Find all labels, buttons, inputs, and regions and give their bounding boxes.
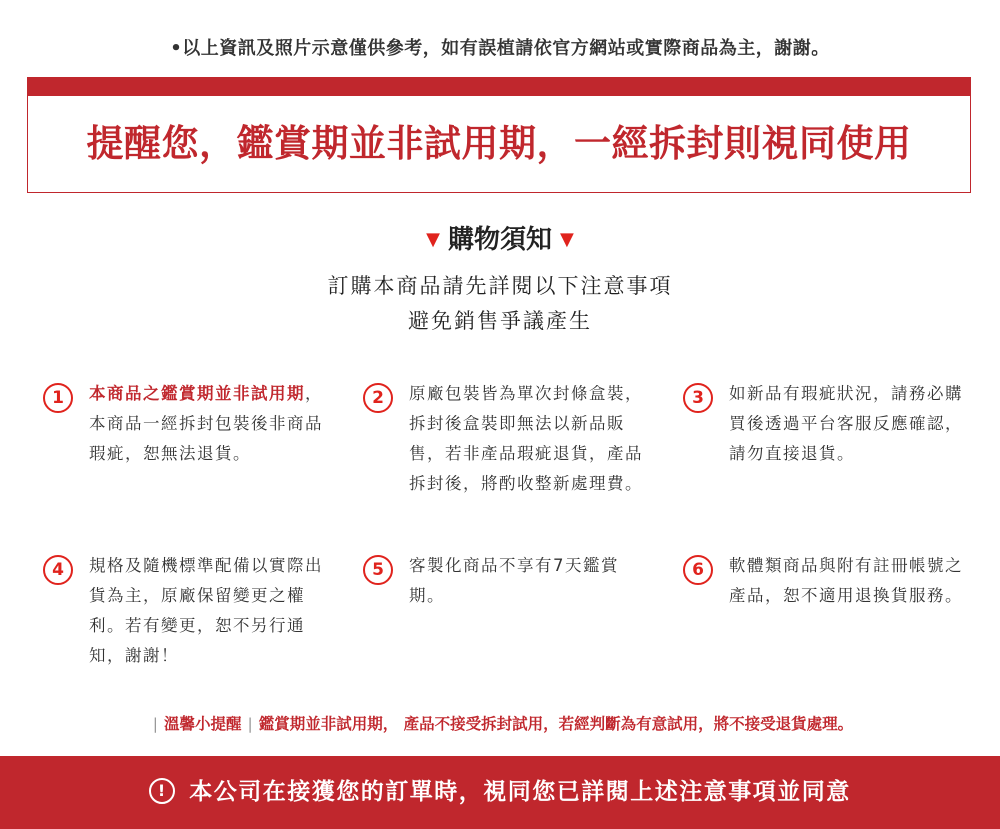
notice-text: 規格及隨機標準配備以實際出貨為主，原廠保留變更之權利。若有變更，恕不另行通知，謝謝！	[89, 556, 323, 665]
reminder-text: 提醒您，鑑賞期並非試用期，一經拆封則視同使用	[86, 122, 912, 165]
subtitle-line-1: 訂購本商品請先詳閱以下注意事項	[327, 274, 673, 298]
subtitle-line-2: 避免銷售爭議產生	[408, 309, 592, 333]
triangle-down-icon: ▼	[426, 229, 440, 250]
exclamation-icon: !	[149, 778, 175, 804]
warm-tip-text: 鑑賞期並非試用期， 產品不接受拆封試用，若經判斷為有意試用，將不接受退貨處理。	[258, 715, 854, 733]
reminder-banner	[27, 77, 971, 193]
notice-highlight: 本商品之鑑賞期並非試用期	[89, 384, 305, 403]
notice-text: 如新品有瑕疵狀況，請務必購買後透過平台客服反應確認，請勿直接退貨。	[729, 384, 963, 463]
footer-banner	[0, 756, 1000, 829]
warm-tip-label: 溫馨小提醒	[164, 715, 242, 733]
footer-text: 本公司在接獲您的訂單時，視同您已詳閱上述注意事項並同意	[189, 779, 851, 805]
section-title-text: 購物須知	[447, 225, 552, 255]
section-title	[0, 219, 1000, 256]
top-notice: •以上資訊及照片示意僅供參考，如有誤植請依官方網站或實際商品為主，謝謝。	[170, 38, 830, 59]
notice-body: ，本商品一經拆封包裝後非商品瑕疵，恕無法退貨。	[89, 384, 323, 463]
number-badge: 3	[683, 383, 713, 413]
number-badge: 4	[43, 555, 73, 585]
number-badge: 5	[363, 555, 393, 585]
number-badge: 2	[363, 383, 393, 413]
triangle-down-icon: ▼	[560, 229, 574, 250]
notice-text: 軟體類商品與附有註冊帳號之產品，恕不適用退換貨服務。	[729, 556, 963, 605]
number-badge: 6	[683, 555, 713, 585]
number-badge: 1	[43, 383, 73, 413]
reminder-top-bar	[28, 78, 970, 96]
warm-tip: | 溫馨小提醒 | 鑑賞期並非試用期， 產品不接受拆封試用，若經判斷為有意試用，將不接受退貨處理。	[152, 715, 854, 733]
notice-text: 客製化商品不享有7天鑑賞期。	[409, 556, 619, 605]
notice-text	[89, 379, 325, 469]
notice-text: 原廠包裝皆為單次封條盒裝，拆封後盒裝即無法以新品販售，若非產品瑕疵退貨，產品拆封後，將酌收整新處理費。	[409, 384, 643, 493]
